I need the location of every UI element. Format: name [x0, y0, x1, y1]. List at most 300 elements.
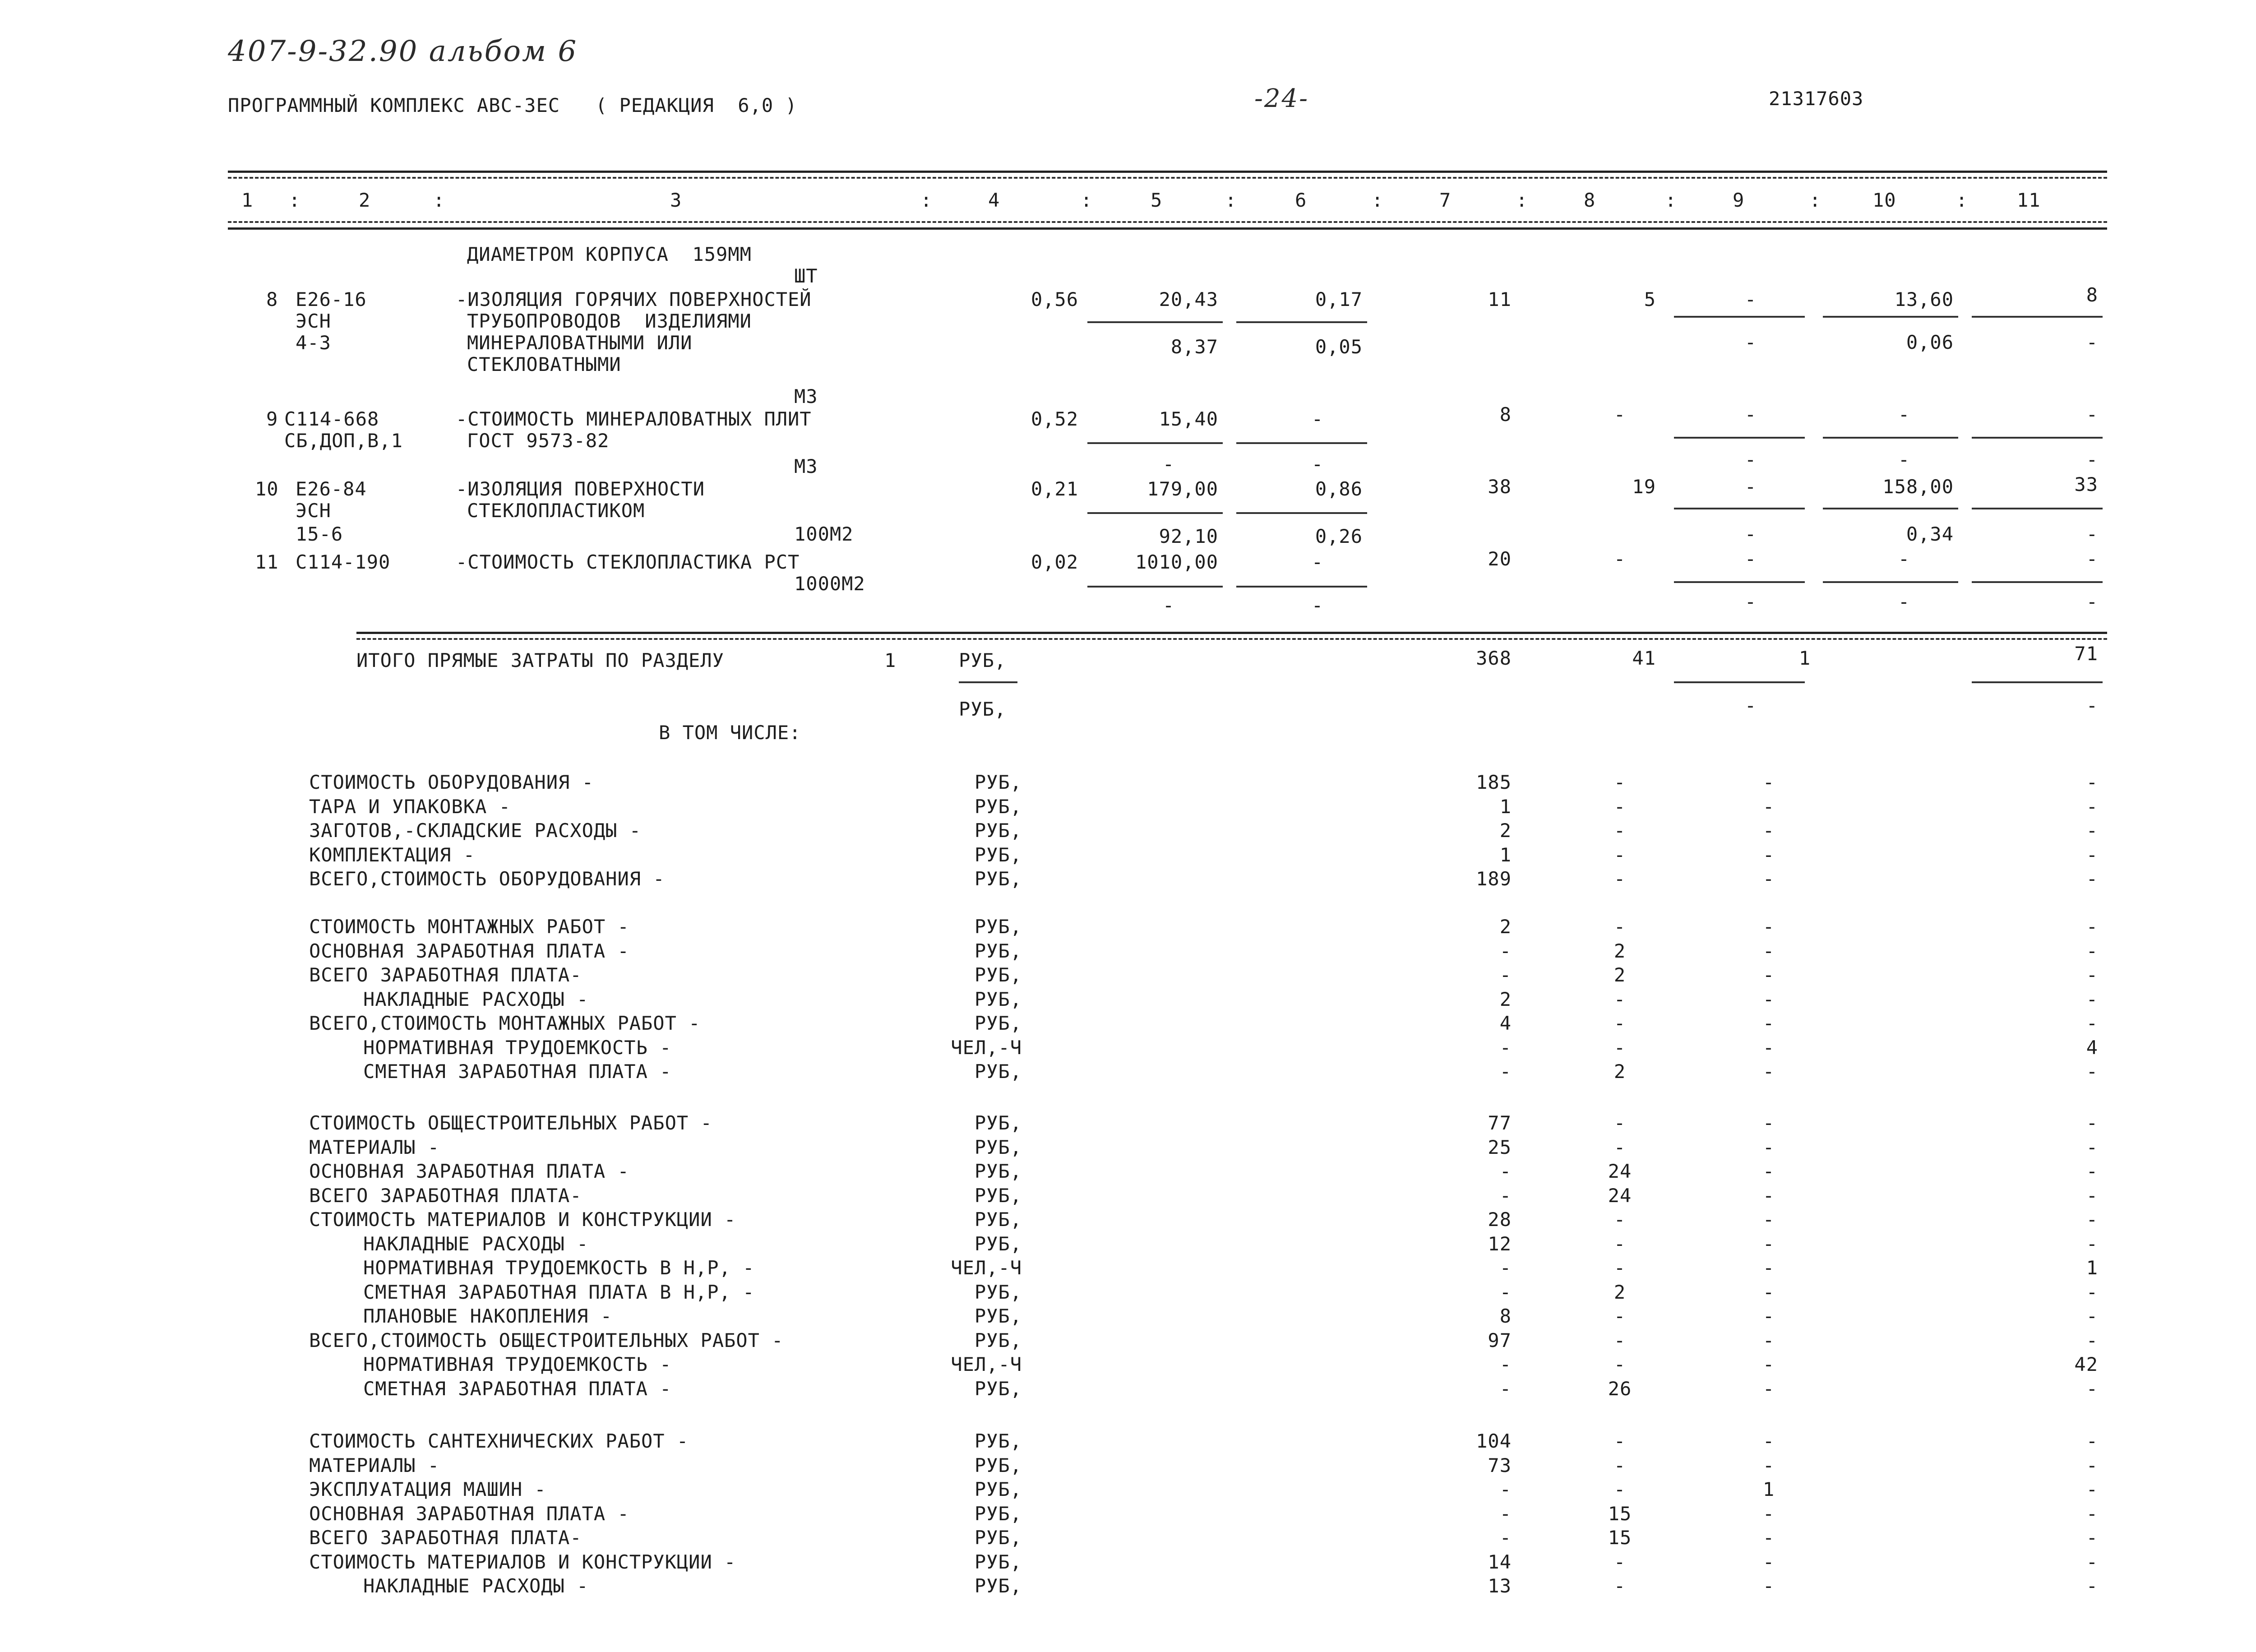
summary-col8: -: [1613, 916, 1626, 938]
summary-unit: РУБ,: [974, 1233, 1022, 1255]
separator: [1674, 316, 1805, 318]
summary-col9: -: [1762, 1503, 1775, 1525]
summary-unit: ЧЕЛ,-Ч: [951, 1353, 1022, 1375]
summary-col8: 24: [1608, 1160, 1632, 1182]
norm-code-3: 15-6: [296, 523, 343, 545]
col-8-header: 8: [1584, 189, 1596, 211]
summary-label: ВСЕГО,СТОИМОСТЬ ОБОРУДОВАНИЯ -: [309, 868, 665, 890]
summary-col8: -: [1613, 868, 1626, 890]
separator: [1823, 508, 1958, 509]
summary-col9: -: [1762, 1430, 1775, 1452]
summary-col7: 77: [1488, 1112, 1512, 1134]
cell-col8: 5: [1644, 288, 1656, 310]
summary-col11: -: [2086, 1551, 2098, 1573]
summary-unit: РУБ,: [974, 1454, 1022, 1476]
cell-col6-sub: -: [1311, 453, 1324, 475]
summary-col9: -: [1762, 1233, 1775, 1255]
summary-unit: РУБ,: [974, 1503, 1022, 1525]
summary-col7: 2: [1499, 819, 1512, 842]
norm-code-2: ЭСН: [296, 500, 331, 522]
col-9-header: 9: [1733, 189, 1745, 211]
summary-col8: -: [1613, 844, 1626, 866]
summary-unit: РУБ,: [974, 1112, 1022, 1134]
cell-col6-sub: 0,26: [1315, 525, 1363, 547]
header-rule-bottom-dashed: [228, 221, 2107, 223]
summary-label: ОСНОВНАЯ ЗАРАБОТНАЯ ПЛАТА -: [309, 1503, 629, 1525]
summary-label: ВСЕГО ЗАРАБОТНАЯ ПЛАТА-: [309, 1527, 582, 1549]
summary-col11: -: [2086, 1305, 2098, 1327]
summary-col11: -: [2086, 1160, 2098, 1182]
summary-col7: 1: [1499, 844, 1512, 866]
summary-col8: -: [1613, 1353, 1626, 1375]
summary-col9: -: [1762, 1136, 1775, 1158]
cell-col11: 8: [2086, 284, 2098, 306]
cell-col11-sub: -: [2086, 523, 2098, 545]
summary-unit: РУБ,: [974, 916, 1022, 938]
summary-col11: -: [2086, 1060, 2098, 1083]
summary-col9: -: [1762, 1012, 1775, 1034]
col-sep: :: [1225, 189, 1237, 211]
summary-col9: -: [1762, 1112, 1775, 1134]
summary-col9: -: [1762, 1060, 1775, 1083]
totals-col11-sub: -: [2086, 694, 2098, 717]
col-sep: :: [1809, 189, 1821, 211]
summary-col8: 15: [1608, 1527, 1632, 1549]
row-number: 11: [255, 551, 279, 573]
summary-col11: -: [2086, 1281, 2098, 1303]
cell-col9-sub: -: [1744, 591, 1757, 613]
cell-col10: -: [1898, 548, 1910, 570]
summary-unit: РУБ,: [974, 771, 1022, 793]
summary-label: СМЕТНАЯ ЗАРАБОТНАЯ ПЛАТА -: [363, 1060, 672, 1083]
cell-col7: 8: [1499, 403, 1512, 426]
header-rule-top-dashed: [228, 177, 2107, 179]
cell-unit-cost: 1010,00: [1135, 551, 1218, 573]
cell-col8: 19: [1632, 476, 1656, 498]
page-number: -24-: [1254, 84, 1309, 113]
col-11-header: 11: [2017, 189, 2041, 211]
cell-qty: 0,52: [1031, 408, 1078, 430]
norm-code-2: ЭСН: [296, 310, 331, 332]
summary-label: СТОИМОСТЬ ОБЩЕСТРОИТЕЛЬНЫХ РАБОТ -: [309, 1112, 712, 1134]
summary-col11: -: [2086, 771, 2098, 793]
summary-col8: -: [1613, 1305, 1626, 1327]
summary-col7: -: [1499, 940, 1512, 962]
summary-label: КОМПЛЕКТАЦИЯ -: [309, 844, 476, 866]
col-1-header: 1: [241, 189, 254, 211]
row-number: 9: [266, 408, 278, 430]
summary-col9: -: [1762, 1329, 1775, 1351]
col-3-header: 3: [670, 189, 682, 211]
summary-unit: РУБ,: [974, 1305, 1022, 1327]
summary-unit: РУБ,: [974, 1575, 1022, 1597]
summary-col7: -: [1499, 1478, 1512, 1500]
totals-unit-2: РУБ,: [959, 698, 1007, 720]
separator: [1674, 437, 1805, 439]
col-sep: :: [1081, 189, 1093, 211]
item-description-3: МИНЕРАЛОВАТНЫМИ ИЛИ: [467, 332, 693, 354]
summary-col11: -: [2086, 1527, 2098, 1549]
cell-unit-cost-sub: 92,10: [1159, 525, 1218, 547]
summary-col7: 2: [1499, 916, 1512, 938]
summary-col9: -: [1762, 1454, 1775, 1476]
totals-rule: [356, 632, 2107, 634]
totals-label: ИТОГО ПРЯМЫЕ ЗАТРАТЫ ПО РАЗДЕЛУ: [356, 649, 724, 671]
cell-col8: -: [1613, 548, 1626, 570]
summary-col7: 97: [1488, 1329, 1512, 1351]
totals-col8: 41: [1632, 647, 1656, 669]
norm-code-2: СБ,ДОП,В,1: [284, 430, 403, 452]
summary-label: НАКЛАДНЫЕ РАСХОДЫ -: [363, 988, 589, 1010]
separator: [1236, 321, 1367, 323]
summary-label: СТОИМОСТЬ МОНТАЖНЫХ РАБОТ -: [309, 916, 629, 938]
summary-col7: -: [1499, 1527, 1512, 1549]
cell-col9-sub: -: [1744, 449, 1757, 471]
summary-col11: -: [2086, 868, 2098, 890]
summary-col11: -: [2086, 1503, 2098, 1525]
norm-code: С114-190: [296, 551, 391, 573]
summary-col9: -: [1762, 1037, 1775, 1059]
summary-label: ВСЕГО,СТОИМОСТЬ ОБЩЕСТРОИТЕЛЬНЫХ РАБОТ -: [309, 1329, 784, 1351]
item-continuation-desc: ДИАМЕТРОМ КОРПУСА 159ММ: [467, 243, 752, 265]
summary-col8: -: [1613, 1112, 1626, 1134]
summary-col9: -: [1762, 796, 1775, 818]
summary-col11: 1: [2086, 1257, 2098, 1279]
summary-label: ВСЕГО ЗАРАБОТНАЯ ПЛАТА-: [309, 1185, 582, 1207]
cell-col9-sub: -: [1744, 331, 1757, 353]
separator: [1087, 442, 1223, 444]
item-description: -СТОИМОСТЬ МИНЕРАЛОВАТНЫХ ПЛИТ: [456, 408, 812, 430]
cell-col6-sub: -: [1311, 594, 1324, 616]
document-code: 21317603: [1769, 88, 1864, 110]
summary-col7: -: [1499, 1281, 1512, 1303]
col-4-header: 4: [988, 189, 1000, 211]
totals-col9-sub: -: [1744, 694, 1757, 717]
summary-unit: РУБ,: [974, 868, 1022, 890]
item-description-2: ТРУБОПРОВОДОВ ИЗДЕЛИЯМИ: [467, 310, 752, 332]
summary-col9: -: [1762, 819, 1775, 842]
summary-col8: -: [1613, 1551, 1626, 1573]
separator: [1972, 437, 2103, 439]
summary-unit: РУБ,: [974, 1478, 1022, 1500]
summary-col7: 4: [1499, 1012, 1512, 1034]
summary-col9: 1: [1762, 1478, 1775, 1500]
summary-col11: -: [2086, 1454, 2098, 1476]
separator: [1236, 512, 1367, 514]
summary-unit: РУБ,: [974, 988, 1022, 1010]
summary-label: НОРМАТИВНАЯ ТРУДОЕМКОСТЬ В Н,Р, -: [363, 1257, 755, 1279]
album-handwritten-title: 407-9-32.90 альбом 6: [228, 35, 578, 68]
item-description-4: СТЕКЛОВАТНЫМИ: [467, 353, 621, 375]
summary-label: ОСНОВНАЯ ЗАРАБОТНАЯ ПЛАТА -: [309, 940, 629, 962]
totals-unit: РУБ,: [959, 649, 1007, 671]
summary-col11: -: [2086, 1430, 2098, 1452]
col-sep: :: [433, 189, 445, 211]
summary-col7: -: [1499, 1160, 1512, 1182]
cell-unit-cost: 179,00: [1147, 478, 1218, 500]
summary-unit: РУБ,: [974, 819, 1022, 842]
summary-col7: 12: [1488, 1233, 1512, 1255]
summary-col7: 185: [1476, 771, 1512, 793]
summary-label: ВСЕГО,СТОИМОСТЬ МОНТАЖНЫХ РАБОТ -: [309, 1012, 701, 1034]
summary-label: СМЕТНАЯ ЗАРАБОТНАЯ ПЛАТА В Н,Р, -: [363, 1281, 755, 1303]
summary-col9: -: [1762, 1551, 1775, 1573]
cell-col9: -: [1744, 548, 1757, 570]
cell-col10-sub: -: [1898, 449, 1910, 471]
separator: [1674, 581, 1805, 583]
summary-col11: -: [2086, 1233, 2098, 1255]
totals-col9: 1: [1798, 647, 1811, 669]
totals-section: 1: [884, 649, 897, 671]
cell-col6-sub: 0,05: [1315, 336, 1363, 358]
summary-col9: -: [1762, 1185, 1775, 1207]
summary-col9: -: [1762, 868, 1775, 890]
separator: [1236, 586, 1367, 588]
summary-col8: -: [1613, 1012, 1626, 1034]
cell-qty: 0,02: [1031, 551, 1078, 573]
cell-unit-cost-sub: -: [1162, 453, 1175, 475]
summary-col7: 104: [1476, 1430, 1512, 1452]
summary-unit: РУБ,: [974, 844, 1022, 866]
col-6-header: 6: [1295, 189, 1307, 211]
col-10-header: 10: [1872, 189, 1896, 211]
item-description-2: СТЕКЛОПЛАСТИКОМ: [467, 500, 645, 522]
summary-col9: -: [1762, 988, 1775, 1010]
summary-col11: -: [2086, 964, 2098, 986]
col-sep: :: [1372, 189, 1384, 211]
separator: [1674, 508, 1805, 509]
summary-unit: РУБ,: [974, 796, 1022, 818]
summary-col7: 189: [1476, 868, 1512, 890]
summary-col9: -: [1762, 916, 1775, 938]
separator: [1823, 581, 1958, 583]
totals-col7: 368: [1476, 647, 1512, 669]
summary-col7: 25: [1488, 1136, 1512, 1158]
separator: [1972, 508, 2103, 509]
separator: [1972, 581, 2103, 583]
item-continuation-unit: ШТ: [794, 265, 818, 287]
summary-col9: -: [1762, 1575, 1775, 1597]
summary-col9: -: [1762, 1305, 1775, 1327]
cell-col11-sub: -: [2086, 449, 2098, 471]
summary-col7: 14: [1488, 1551, 1512, 1573]
summary-col11: -: [2086, 988, 2098, 1010]
cell-col9: -: [1744, 288, 1757, 310]
col-sep: :: [1665, 189, 1677, 211]
separator: [959, 681, 1017, 683]
col-sep: :: [920, 189, 933, 211]
summary-label: НАКЛАДНЫЕ РАСХОДЫ -: [363, 1575, 589, 1597]
separator: [1674, 681, 1805, 683]
cell-col9: -: [1744, 403, 1757, 426]
cell-col8: -: [1613, 403, 1626, 426]
separator: [1236, 442, 1367, 444]
summary-col9: -: [1762, 964, 1775, 986]
cell-qty: 0,21: [1031, 478, 1078, 500]
summary-col7: -: [1499, 1257, 1512, 1279]
summary-col11: -: [2086, 844, 2098, 866]
summary-label: СТОИМОСТЬ САНТЕХНИЧЕСКИХ РАБОТ -: [309, 1430, 689, 1452]
summary-col8: 2: [1613, 1281, 1626, 1303]
cell-col11: 33: [2074, 473, 2098, 495]
summary-unit: РУБ,: [974, 1281, 1022, 1303]
summary-unit: РУБ,: [974, 1060, 1022, 1083]
summary-label: СТОИМОСТЬ МАТЕРИАЛОВ И КОНСТРУКЦИИ -: [309, 1551, 736, 1573]
summary-col8: -: [1613, 1233, 1626, 1255]
summary-col11: -: [2086, 940, 2098, 962]
cell-col7: 20: [1488, 548, 1512, 570]
totals-col11: 71: [2074, 643, 2098, 665]
summary-label: СТОИМОСТЬ ОБОРУДОВАНИЯ -: [309, 771, 594, 793]
item-unit: М3: [794, 455, 818, 477]
summary-col11: 4: [2086, 1037, 2098, 1059]
summary-col9: -: [1762, 1160, 1775, 1182]
summary-col9: -: [1762, 1527, 1775, 1549]
summary-col8: -: [1613, 1329, 1626, 1351]
cell-unit-cost: 20,43: [1159, 288, 1218, 310]
separator: [1972, 316, 2103, 318]
summary-col9: -: [1762, 844, 1775, 866]
summary-col11: -: [2086, 1208, 2098, 1231]
summary-unit: РУБ,: [974, 1551, 1022, 1573]
summary-unit: ЧЕЛ,-Ч: [951, 1037, 1022, 1059]
cell-unit-cost: 15,40: [1159, 408, 1218, 430]
separator: [1823, 437, 1958, 439]
summary-col11: -: [2086, 916, 2098, 938]
summary-col7: 73: [1488, 1454, 1512, 1476]
summary-unit: РУБ,: [974, 1208, 1022, 1231]
summary-label: ОСНОВНАЯ ЗАРАБОТНАЯ ПЛАТА -: [309, 1160, 629, 1182]
item-unit: М3: [794, 385, 818, 407]
summary-unit: РУБ,: [974, 940, 1022, 962]
program-title: ПРОГРАММНЫЙ КОМПЛЕКС АВС-3ЕС ( РЕДАКЦИЯ 6,0 ): [228, 94, 797, 116]
cell-col10-sub: -: [1898, 591, 1910, 613]
summary-col7: -: [1499, 1037, 1512, 1059]
summary-col7: -: [1499, 1378, 1512, 1400]
cell-col11: -: [2086, 403, 2098, 426]
summary-col11: -: [2086, 819, 2098, 842]
summary-label: НОРМАТИВНАЯ ТРУДОЕМКОСТЬ -: [363, 1353, 672, 1375]
norm-code: Е26-84: [296, 478, 367, 500]
cell-col10: -: [1898, 403, 1910, 426]
cell-col7: 38: [1488, 476, 1512, 498]
summary-label: МАТЕРИАЛЫ -: [309, 1136, 440, 1158]
summary-unit: РУБ,: [974, 1527, 1022, 1549]
summary-label: ВСЕГО ЗАРАБОТНАЯ ПЛАТА-: [309, 964, 582, 986]
summary-col8: -: [1613, 796, 1626, 818]
totals-rule-dashed: [356, 638, 2107, 640]
summary-col8: -: [1613, 771, 1626, 793]
cell-col11: -: [2086, 548, 2098, 570]
summary-label: ЗАГОТОВ,-СКЛАДСКИЕ РАСХОДЫ -: [309, 819, 642, 842]
summary-col8: -: [1613, 1037, 1626, 1059]
cell-col6: 0,86: [1315, 478, 1363, 500]
summary-col8: 26: [1608, 1378, 1632, 1400]
row-number: 10: [255, 478, 279, 500]
cell-col7: 11: [1488, 288, 1512, 310]
summary-col8: -: [1613, 1478, 1626, 1500]
summary-col9: -: [1762, 940, 1775, 962]
summary-col7: 2: [1499, 988, 1512, 1010]
including-heading: В ТОМ ЧИСЛЕ:: [659, 722, 801, 744]
cell-col11-sub: -: [2086, 331, 2098, 353]
cell-col10-sub: 0,34: [1906, 523, 1954, 545]
summary-col9: -: [1762, 1353, 1775, 1375]
item-description: -СТОИМОСТЬ СТЕКЛОПЛАСТИКА РСТ: [456, 551, 800, 573]
summary-col11: 42: [2074, 1353, 2098, 1375]
cell-unit-cost-sub: -: [1162, 594, 1175, 616]
col-7-header: 7: [1439, 189, 1452, 211]
summary-col11: -: [2086, 1575, 2098, 1597]
cell-col6: -: [1311, 408, 1324, 430]
summary-col9: -: [1762, 1208, 1775, 1231]
item-description: -ИЗОЛЯЦИЯ ГОРЯЧИХ ПОВЕРХНОСТЕЙ: [456, 288, 812, 310]
col-5-header: 5: [1151, 189, 1163, 211]
summary-label: МАТЕРИАЛЫ -: [309, 1454, 440, 1476]
col-sep: :: [1956, 189, 1968, 211]
summary-label: ПЛАНОВЫЕ НАКОПЛЕНИЯ -: [363, 1305, 613, 1327]
summary-col11: -: [2086, 1329, 2098, 1351]
norm-code-3: 4-3: [296, 332, 331, 354]
item-unit: 1000М2: [794, 573, 865, 595]
summary-col8: 2: [1613, 1060, 1626, 1083]
separator: [1087, 321, 1223, 323]
summary-label: ЭКСПЛУАТАЦИЯ МАШИН -: [309, 1478, 546, 1500]
summary-label: НОРМАТИВНАЯ ТРУДОЕМКОСТЬ -: [363, 1037, 672, 1059]
summary-col8: -: [1613, 988, 1626, 1010]
summary-col8: 15: [1608, 1503, 1632, 1525]
summary-col11: -: [2086, 1378, 2098, 1400]
summary-col7: 1: [1499, 796, 1512, 818]
summary-unit: РУБ,: [974, 964, 1022, 986]
cell-col9-sub: -: [1744, 523, 1757, 545]
summary-col9: -: [1762, 1378, 1775, 1400]
summary-col9: -: [1762, 1281, 1775, 1303]
summary-col11: -: [2086, 1136, 2098, 1158]
summary-unit: РУБ,: [974, 1430, 1022, 1452]
summary-col7: 8: [1499, 1305, 1512, 1327]
summary-col8: -: [1613, 1208, 1626, 1231]
summary-col8: -: [1613, 1430, 1626, 1452]
row-number: 8: [266, 288, 278, 310]
separator: [1087, 586, 1223, 588]
summary-col8: 2: [1613, 940, 1626, 962]
col-sep: :: [1516, 189, 1528, 211]
cell-col10: 158,00: [1882, 476, 1954, 498]
summary-unit: РУБ,: [974, 1329, 1022, 1351]
cell-col6: 0,17: [1315, 288, 1363, 310]
cell-qty: 0,56: [1031, 288, 1078, 310]
norm-code: Е26-16: [296, 288, 367, 310]
cell-col11-sub: -: [2086, 591, 2098, 613]
cell-col10: 13,60: [1894, 288, 1954, 310]
item-description: -ИЗОЛЯЦИЯ ПОВЕРХНОСТИ: [456, 478, 705, 500]
summary-col8: 24: [1608, 1185, 1632, 1207]
col-2-header: 2: [359, 189, 371, 211]
header-rule-bottom: [228, 227, 2107, 230]
summary-col11: -: [2086, 1112, 2098, 1134]
summary-unit: РУБ,: [974, 1160, 1022, 1182]
summary-col7: -: [1499, 1185, 1512, 1207]
summary-col11: -: [2086, 1012, 2098, 1034]
separator: [1823, 316, 1958, 318]
col-sep: :: [289, 189, 301, 211]
summary-col7: -: [1499, 1060, 1512, 1083]
summary-unit: ЧЕЛ,-Ч: [951, 1257, 1022, 1279]
summary-label: НАКЛАДНЫЕ РАСХОДЫ -: [363, 1233, 589, 1255]
summary-col8: -: [1613, 1257, 1626, 1279]
summary-col7: -: [1499, 964, 1512, 986]
